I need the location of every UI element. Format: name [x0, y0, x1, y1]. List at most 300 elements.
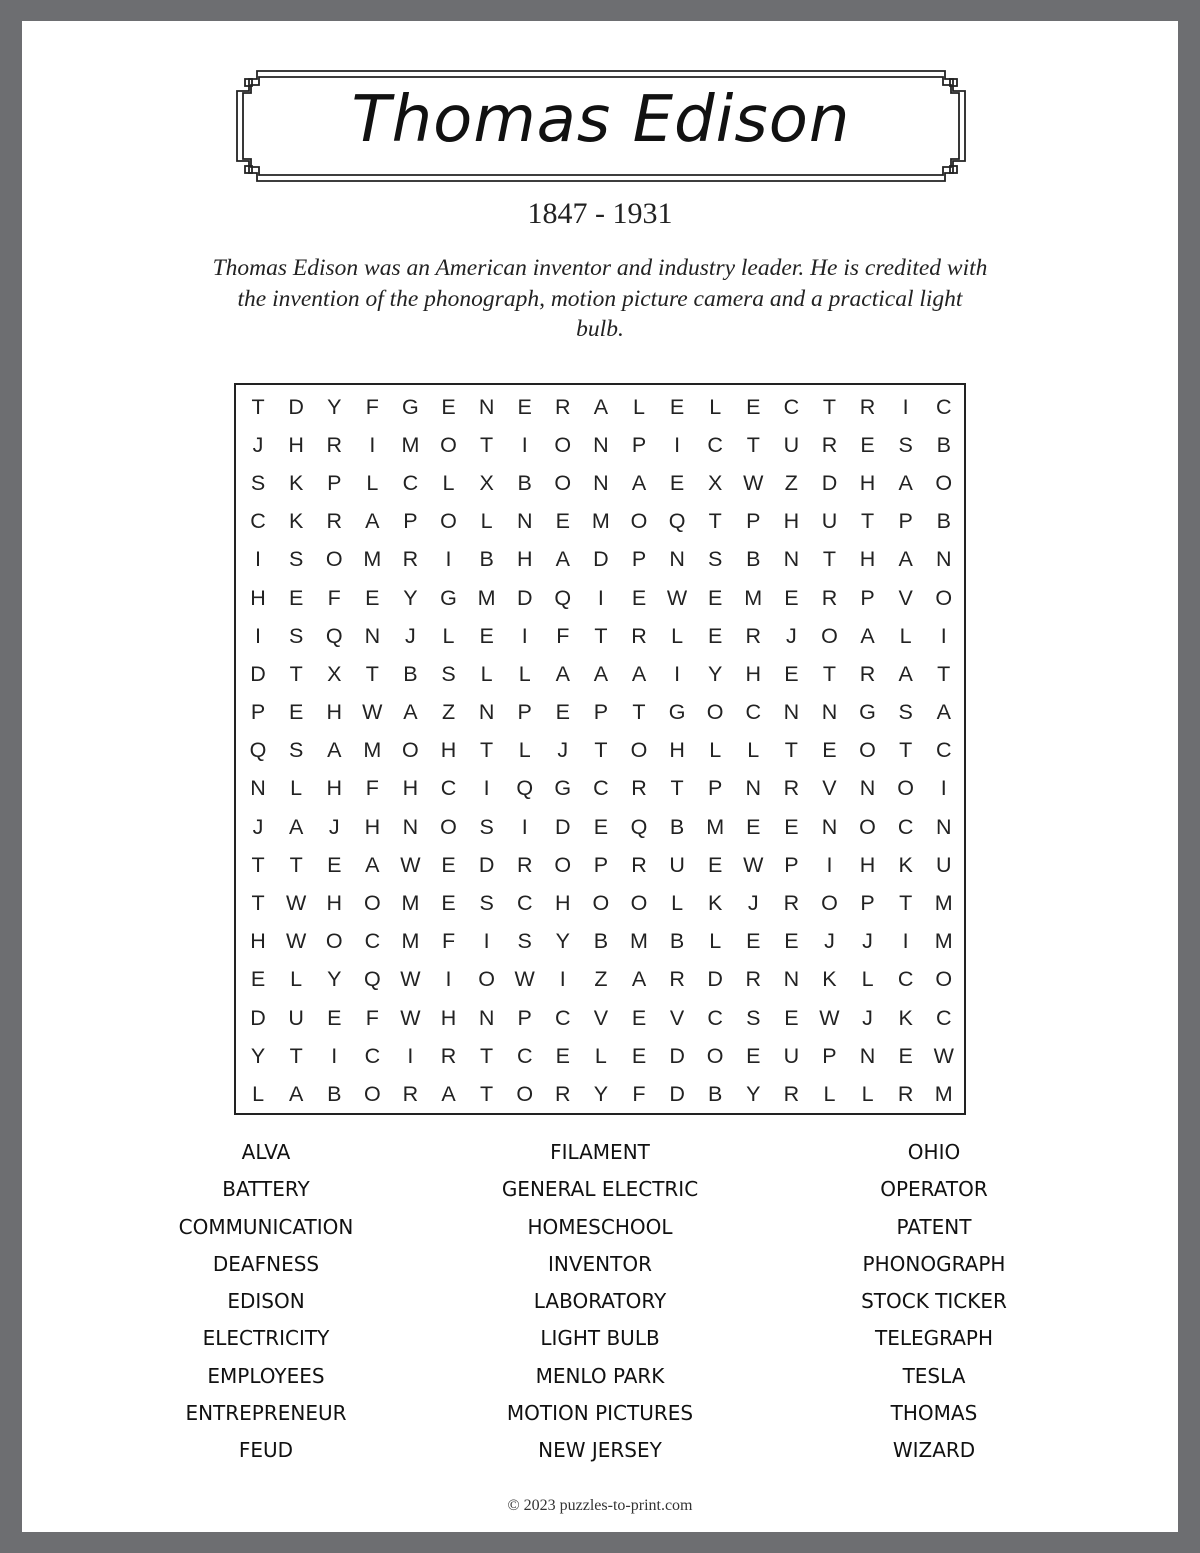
grid-letter: O — [821, 623, 838, 648]
grid-letter: Y — [708, 661, 723, 686]
grid-letter: D — [669, 1081, 685, 1106]
grid-letter: H — [859, 852, 876, 877]
grid-letter: T — [632, 700, 646, 725]
grid-letter: A — [365, 509, 380, 534]
word-list-item: FILAMENT — [550, 1140, 650, 1164]
grid-letter: E — [708, 623, 723, 648]
grid-letter: H — [745, 661, 762, 686]
grid-letter: P — [784, 852, 799, 877]
grid-letter: H — [326, 891, 342, 916]
grid-letter: C — [593, 776, 609, 801]
grid-letter: C — [555, 1005, 571, 1030]
grid-letter: E — [746, 394, 761, 419]
grid-letter: U — [783, 1043, 800, 1068]
grid-letter: T — [289, 852, 303, 877]
grid-letter: R — [745, 967, 762, 992]
grid-letter: R — [859, 394, 876, 419]
word-list-item: PATENT — [896, 1214, 972, 1239]
grid-letter: Z — [441, 700, 456, 725]
grid-letter: P — [593, 852, 609, 877]
grid-letter: R — [326, 509, 342, 534]
word-list-item: NEW JERSEY — [538, 1438, 662, 1463]
grid-letter: N — [364, 623, 381, 648]
grid-letter: E — [555, 700, 570, 725]
grid-letter: Q — [249, 738, 267, 763]
word-list-item: MOTION PICTURES — [506, 1401, 694, 1426]
lifespan-years: 1847 - 1931 — [527, 197, 673, 230]
grid-letter: W — [362, 700, 383, 725]
grid-letter: L — [594, 1043, 607, 1068]
grid-letter: N — [478, 700, 495, 725]
grid-letter: M — [934, 1081, 953, 1106]
grid-letter: Z — [784, 470, 798, 495]
grid-letter: I — [483, 929, 490, 954]
grid-letter: O — [859, 738, 876, 763]
grid-letter: E — [784, 929, 799, 954]
grid-letter: H — [364, 814, 381, 839]
word-list-item: COMMUNICATION — [178, 1214, 354, 1239]
grid-letter: X — [479, 470, 494, 495]
grid-letter: Q — [668, 509, 686, 534]
grid-letter: O — [554, 852, 572, 877]
word-list-item: HOMESCHOOL — [527, 1214, 673, 1239]
grid-letter: C — [402, 470, 419, 495]
grid-letter: E — [555, 509, 570, 534]
grid-letter: A — [631, 967, 647, 992]
grid-letter: P — [822, 1043, 837, 1068]
grid-letter: I — [902, 394, 909, 419]
grid-letter: E — [288, 585, 304, 610]
grid-letter: I — [255, 547, 262, 572]
grid-letter: J — [405, 623, 416, 648]
grid-letter: P — [403, 509, 418, 534]
grid-letter: N — [593, 432, 609, 457]
page-title: Thomas Edison — [351, 83, 851, 157]
grid-letter: B — [746, 547, 761, 572]
grid-letter: R — [402, 547, 419, 572]
grid-letter: W — [666, 585, 688, 610]
grid-letter: D — [555, 814, 571, 839]
grid-letter: T — [784, 738, 798, 763]
grid-letter: I — [674, 432, 681, 457]
grid-letter: L — [480, 661, 493, 686]
grid-letter: P — [517, 700, 532, 725]
grid-letter: T — [251, 852, 265, 877]
grid-letter: L — [442, 470, 455, 495]
grid-letter: B — [708, 1081, 723, 1106]
grid-letter: H — [440, 1005, 457, 1030]
grid-letter: V — [593, 1005, 609, 1030]
grid-letter: V — [669, 1005, 685, 1030]
grid-letter: K — [708, 891, 723, 916]
grid-letter: L — [252, 1081, 265, 1106]
grid-letter: T — [670, 776, 684, 801]
grid-letter: W — [514, 967, 535, 992]
grid-letter: P — [746, 509, 761, 534]
grid-letter: Y — [403, 585, 418, 610]
word-list-item: TELEGRAPH — [875, 1326, 993, 1351]
grid-letter: O — [402, 738, 419, 763]
grid-letter: O — [554, 432, 572, 457]
grid-letter: T — [480, 1043, 494, 1068]
grid-letter: N — [821, 814, 838, 839]
grid-letter: A — [288, 814, 304, 839]
grid-letter: H — [555, 891, 571, 916]
grid-letter: W — [743, 470, 764, 495]
grid-letter: M — [744, 585, 763, 610]
grid-letter: B — [593, 929, 609, 954]
grid-letter: R — [402, 1081, 419, 1106]
grid-letter: L — [899, 623, 912, 648]
grid-letter: Y — [327, 967, 342, 992]
grid-letter: T — [860, 509, 875, 534]
grid-letter: E — [631, 1005, 647, 1030]
grid-letter: P — [517, 1005, 532, 1030]
grid-letter: B — [517, 470, 532, 495]
grid-letter: C — [897, 967, 914, 992]
grid-letter: T — [289, 1043, 303, 1068]
grid-letter: F — [365, 394, 379, 419]
grid-letter: F — [365, 1005, 379, 1030]
grid-letter: I — [255, 623, 262, 648]
grid-letter: R — [555, 1081, 571, 1106]
grid-letter: K — [822, 967, 837, 992]
grid-letter: L — [366, 470, 379, 495]
grid-letter: W — [285, 929, 307, 954]
grid-letter: C — [935, 738, 952, 763]
grid-letter: L — [709, 394, 722, 419]
word-list-item: PHONOGRAPH — [862, 1251, 1006, 1276]
grid-letter: O — [897, 776, 914, 801]
grid-letter: R — [821, 585, 838, 610]
grid-letter: T — [480, 1081, 494, 1106]
grid-letter: G — [440, 585, 457, 610]
grid-letter: L — [861, 967, 874, 992]
grid-letter: E — [784, 661, 799, 686]
grid-letter: L — [290, 967, 303, 992]
grid-letter: L — [442, 623, 455, 648]
grid-letter: A — [860, 623, 875, 648]
grid-letter: N — [821, 700, 838, 725]
grid-letter: A — [593, 661, 609, 686]
grid-letter: C — [364, 1043, 381, 1068]
grid-letter: F — [327, 585, 341, 610]
grid-letter: X — [327, 661, 342, 686]
grid-letter: H — [250, 929, 266, 954]
grid-letter: J — [252, 814, 264, 839]
grid-letter: L — [671, 891, 684, 916]
grid-letter: D — [669, 1043, 685, 1068]
grid-letter: I — [674, 661, 681, 686]
grid-letter: I — [445, 967, 452, 992]
grid-letter: T — [746, 432, 760, 457]
grid-letter: N — [935, 814, 952, 839]
grid-letter: S — [898, 700, 913, 725]
word-list-column-1 — [96, 1134, 436, 1470]
grid-letter: E — [784, 1005, 799, 1030]
word-list-item: TESLA — [902, 1363, 966, 1388]
grid-letter: O — [821, 891, 838, 916]
grid-letter: T — [899, 738, 913, 763]
grid-letter: I — [445, 547, 452, 572]
grid-letter: C — [935, 394, 952, 419]
grid-letter: J — [824, 929, 835, 954]
grid-letter: D — [593, 547, 609, 572]
grid-letter: U — [783, 432, 800, 457]
grid-letter: M — [706, 814, 725, 839]
grid-letter: S — [746, 1005, 761, 1030]
grid-letter: E — [708, 585, 723, 610]
grid-letter: E — [746, 814, 761, 839]
grid-letter: J — [328, 814, 340, 839]
grid-letter: R — [821, 432, 838, 457]
grid-letter: E — [784, 814, 799, 839]
grid-letter: K — [288, 509, 304, 534]
grid-letter: L — [633, 394, 645, 419]
grid-letter: E — [441, 852, 456, 877]
grid-letter: O — [363, 891, 381, 916]
grid-letter: D — [250, 1005, 266, 1030]
grid-letter: O — [630, 509, 648, 534]
grid-letter: M — [401, 929, 420, 954]
grid-letter: T — [480, 738, 494, 763]
grid-letter: W — [400, 1005, 421, 1030]
grid-letter: H — [516, 547, 533, 572]
grid-letter: S — [517, 929, 532, 954]
grid-letter: N — [478, 1005, 495, 1030]
grid-letter: E — [288, 700, 304, 725]
grid-letter: A — [403, 700, 418, 725]
grid-letter: M — [934, 929, 953, 954]
grid-letter: N — [783, 547, 800, 572]
grid-letter: R — [669, 967, 685, 992]
grid-letter: T — [365, 661, 379, 686]
grid-letter: F — [365, 776, 379, 801]
grid-letter: O — [363, 1081, 381, 1106]
letter-grid — [239, 388, 963, 1114]
grid-letter: N — [516, 509, 533, 534]
grid-letter: D — [250, 661, 266, 686]
grid-letter: T — [594, 738, 608, 763]
worksheet-page — [22, 21, 1178, 1532]
grid-letter: U — [935, 852, 952, 877]
grid-letter: C — [745, 700, 762, 725]
grid-letter: L — [861, 1081, 874, 1106]
grid-letter: J — [747, 891, 759, 916]
grid-letter: O — [935, 585, 953, 610]
grid-letter: H — [440, 738, 457, 763]
word-list-item: THOMAS — [890, 1401, 978, 1426]
grid-letter: T — [289, 661, 303, 686]
grid-letter: E — [669, 394, 685, 419]
grid-letter: I — [407, 1043, 414, 1068]
grid-letter: M — [630, 929, 648, 954]
grid-letter: O — [440, 814, 457, 839]
grid-letter: F — [556, 623, 570, 648]
grid-letter: R — [859, 661, 876, 686]
grid-letter: H — [783, 509, 800, 534]
grid-letter: H — [326, 700, 342, 725]
grid-letter: R — [897, 1081, 914, 1106]
word-list-item: LIGHT BULB — [540, 1326, 660, 1351]
grid-letter: I — [940, 623, 947, 648]
grid-letter: O — [630, 738, 648, 763]
grid-letter: L — [709, 738, 722, 763]
grid-letter: I — [521, 432, 528, 457]
grid-letter: C — [783, 394, 800, 419]
grid-letter: C — [707, 432, 723, 457]
word-list-item: EMPLOYEES — [207, 1363, 325, 1388]
grid-letter: U — [821, 509, 838, 534]
grid-letter: V — [822, 776, 837, 801]
grid-letter: L — [290, 776, 303, 801]
word-list-column-2 — [430, 1134, 770, 1470]
grid-letter: V — [898, 585, 913, 610]
grid-letter: Z — [594, 967, 608, 992]
grid-letter: P — [860, 891, 875, 916]
grid-letter: O — [516, 1081, 534, 1106]
grid-letter: A — [327, 738, 342, 763]
grid-letter: N — [783, 967, 800, 992]
grid-letter: L — [823, 1081, 836, 1106]
grid-letter: S — [479, 891, 494, 916]
grid-letter: G — [859, 700, 876, 725]
grid-letter: Y — [555, 929, 570, 954]
grid-letter: R — [783, 776, 800, 801]
grid-letter: O — [935, 470, 953, 495]
grid-letter: Q — [363, 967, 381, 992]
grid-letter: E — [898, 1043, 913, 1068]
grid-letter: W — [933, 1043, 954, 1068]
grid-letter: E — [784, 585, 799, 610]
grid-letter: D — [516, 585, 533, 610]
grid-letter: A — [555, 547, 570, 572]
grid-letter: O — [706, 700, 724, 725]
grid-letter: E — [555, 1043, 570, 1068]
grid-letter: N — [783, 700, 800, 725]
grid-letter: Q — [554, 585, 572, 610]
grid-letter: F — [441, 929, 456, 954]
grid-letter: Y — [250, 1043, 266, 1068]
grid-letter: Q — [516, 776, 534, 801]
grid-letter: B — [936, 432, 951, 457]
grid-letter: S — [479, 814, 494, 839]
grid-letter: T — [899, 891, 913, 916]
grid-letter: E — [593, 814, 609, 839]
grid-letter: E — [746, 929, 761, 954]
grid-letter: G — [554, 776, 572, 801]
grid-letter: A — [631, 661, 647, 686]
grid-letter: Y — [593, 1081, 609, 1106]
grid-letter: R — [745, 623, 762, 648]
grid-letter: H — [859, 470, 876, 495]
grid-letter: C — [897, 814, 914, 839]
word-list-item: STOCK TICKER — [861, 1289, 1007, 1314]
grid-letter: I — [331, 1043, 338, 1068]
grid-letter: X — [708, 470, 723, 495]
grid-letter: C — [516, 1043, 533, 1068]
grid-letter: W — [400, 967, 421, 992]
grid-letter: C — [440, 776, 457, 801]
grid-letter: N — [250, 776, 266, 801]
grid-letter: I — [369, 432, 376, 457]
intro-paragraph: Thomas Edison was an American inventor and industry leader. He is credited with the invention of the phonograph, motion picture camera and a practical light bulb. — [212, 255, 988, 342]
grid-letter: A — [593, 394, 609, 419]
grid-letter: O — [325, 929, 343, 954]
grid-letter: C — [364, 929, 381, 954]
word-list-item: ELECTRICITY — [202, 1326, 330, 1351]
grid-letter: W — [400, 852, 421, 877]
grid-letter: D — [288, 394, 304, 419]
grid-letter: N — [478, 394, 495, 419]
grid-letter: N — [935, 547, 952, 572]
word-list-item: ENTREPRENEUR — [185, 1401, 347, 1426]
grid-letter: R — [631, 623, 647, 648]
grid-letter: T — [594, 623, 608, 648]
grid-letter: M — [934, 891, 953, 916]
grid-letter: P — [631, 547, 647, 572]
grid-letter: H — [288, 432, 304, 457]
grid-letter: G — [668, 700, 686, 725]
grid-letter: Y — [327, 394, 342, 419]
grid-letter: A — [555, 661, 570, 686]
grid-letter: O — [935, 967, 953, 992]
grid-letter: E — [479, 623, 494, 648]
word-search-grid — [234, 383, 966, 1115]
grid-letter: J — [862, 1005, 873, 1030]
grid-letter: L — [709, 929, 722, 954]
grid-letter: M — [401, 891, 420, 916]
grid-letter: B — [403, 661, 418, 686]
grid-letter: A — [898, 547, 913, 572]
grid-letter: E — [441, 394, 456, 419]
grid-letter: R — [783, 891, 800, 916]
grid-letter: S — [441, 661, 456, 686]
grid-letter: R — [555, 394, 571, 419]
copyright-footer: © 2023 puzzles-to-print.com — [507, 1497, 693, 1514]
grid-letter: I — [826, 852, 833, 877]
grid-letter: E — [631, 585, 647, 610]
grid-letter: S — [250, 470, 266, 495]
grid-letter: R — [631, 852, 647, 877]
grid-letter: C — [250, 509, 266, 534]
grid-letter: P — [860, 585, 875, 610]
grid-letter: N — [402, 814, 419, 839]
grid-letter: L — [671, 623, 684, 648]
grid-letter: B — [669, 814, 685, 839]
grid-letter: P — [593, 700, 609, 725]
grid-letter: N — [593, 470, 609, 495]
grid-letter: E — [860, 432, 875, 457]
grid-letter: E — [746, 1043, 761, 1068]
grid-letter: S — [898, 432, 913, 457]
grid-letter: Q — [630, 814, 648, 839]
grid-letter: T — [822, 661, 837, 686]
grid-letter: S — [708, 547, 723, 572]
grid-letter: T — [480, 432, 494, 457]
word-list-item: WIZARD — [892, 1438, 976, 1463]
grid-letter: C — [707, 1005, 723, 1030]
grid-letter: D — [821, 470, 838, 495]
grid-letter: E — [708, 852, 723, 877]
grid-letter: N — [859, 776, 876, 801]
grid-letter: W — [819, 1005, 840, 1030]
grid-letter: R — [440, 1043, 457, 1068]
grid-letter: H — [859, 547, 876, 572]
word-list-item: MENLO PARK — [535, 1363, 665, 1388]
grid-letter: N — [669, 547, 685, 572]
grid-letter: P — [898, 509, 913, 534]
